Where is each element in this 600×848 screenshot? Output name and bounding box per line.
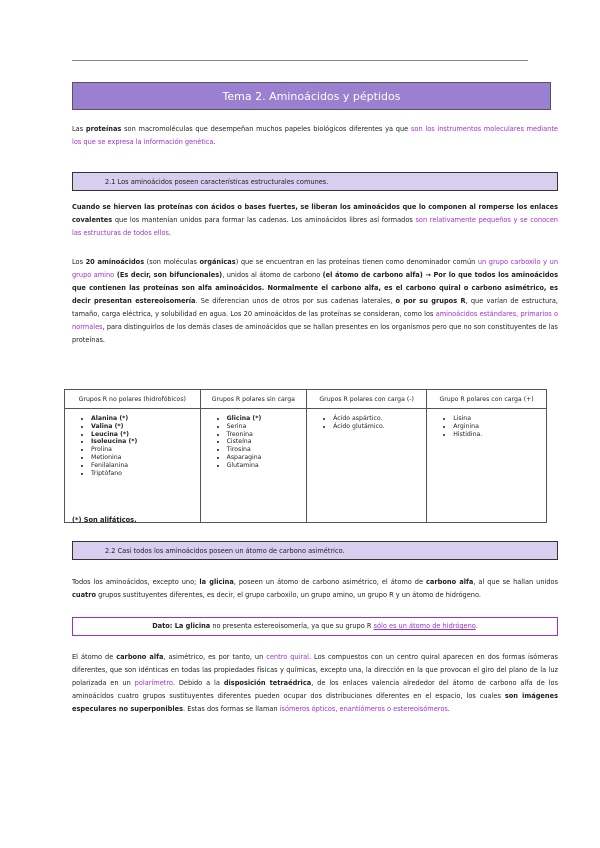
page-title: Tema 2. Aminoácidos y péptidos [72,82,551,110]
nonpolar-list [67,415,198,477]
list-item: • Treonina [227,431,305,439]
list-item: • Isoleucina (*) [91,438,198,446]
header-rule [72,60,528,61]
polar-positive-list [429,415,544,438]
list-item: • Tirosina [227,446,305,454]
list-item: • Arginina [453,423,544,431]
list-item: • Ácido aspártico. [333,415,424,423]
table-row [65,409,547,523]
list-item: • Fenilalanina [91,462,198,470]
list-item: • Glutamina [227,462,305,470]
polar-uncharged-cell [200,409,307,523]
list-item: • Ácido glutámico. [333,423,424,431]
list-item: • Triptófano [91,470,198,478]
footnote-aliphatic: (*) Son alifáticos. [72,516,137,524]
polar-positive-cell [427,409,547,523]
list-item: • Glicina (*) [227,415,305,423]
glycine-note-box: Dato: La glicina no presenta estereoisomería, ya que su grupo R sólo es un átomo de hidrógeno. [72,617,558,636]
intro-paragraph: Las proteínas son macromoléculas que desempeñan muchos papeles biológicos diferentes ya que son los instrumentos moleculares mediante los que se expresa la información genética. [72,125,558,146]
list-item: • Metionina [91,454,198,462]
polar-uncharged-list [203,415,305,470]
header-polar-negative: Grupos R polares con carga (-) [307,390,427,409]
section-heading-2-1: 2.1 Los aminoácidos poseen características estructurales comunes. [72,172,558,191]
header-polar-uncharged: Grupos R polares sin carga [200,390,307,409]
list-item: • Valina (*) [91,423,198,431]
list-item: • Prolina [91,446,198,454]
section1-paragraph-1: Cuando se hierven las proteínas con ácidos o bases fuertes, se liberan los aminoácidos que lo componen al romperse los enlaces covalentes que los mantenían unidos para formar las cadenas. Los aminoácidos libres así formados son relativamente pequeños y se conocen las estructuras de todos ellos. [72,203,558,237]
list-item: • Histidina. [453,431,544,439]
list-item: • Lisina [453,415,544,423]
list-item: • Leucina (*) [91,431,198,439]
list-item: • Alanina (*) [91,415,198,423]
amino-acid-groups-table [64,389,547,523]
list-item: • Cisteína [227,438,305,446]
section2-paragraph-1: Todos los aminoácidos, excepto uno; la glicina, poseen un átomo de carbono asimétrico, el átomo de carbono alfa, al que se hallan unidos cuatro grupos sustituyentes diferentes, es decir, el grupo carboxilo, un grupo amino, un grupo R y un átomo de hidrógeno. [72,578,559,599]
section-heading-2-2: 2.2 Casi todos los aminoácidos poseen un átomo de carbono asimétrico. [72,541,558,560]
table-header-row [65,390,547,409]
header-polar-positive: Grupo R polares con carga (+) [427,390,547,409]
section2-paragraph-2: El átomo de carbono alfa, asimétrico, es por tanto, un centro quiral. Los compuestos con un centro quiral aparecen en dos formas isómeras diferentes, que son idénticas en todas las propiedades físicas y químicas, excepto una, la dirección en la que provocan el giro del plano de la luz polarizada en un polarímetro. Debido a la disposición tetraédrica, de los enlaces valencia alrededor del átomo de carbono alfa de los aminoácidos cuatro grupos sustituyentes diferentes pueden ocupar dos distribuciones diferentes en el espacio, los cuales son imágenes especulares no superponibles. Estas dos formas se llaman isómeros ópticos, enantiómeros o estereoisómeros. [72,653,559,713]
header-nonpolar: Grupos R no polares (hidrofóbicos) [65,390,201,409]
polar-negative-cell [307,409,427,523]
section1-paragraph-2: Los 20 aminoácidos (son moléculas orgánicas) que se encuentran en las proteínas tienen como denominador común un grupo carboxilo y un grupo amino (Es decir, son bifuncionales), unidos al átomo de carbono (el átomo de carbono alfa) → Por lo que todos los aminoácidos que contienen las proteínas son alfa aminoácidos. Normalmente el carbono alfa, es el carbono quiral o carbono asimétrico, es decir presentan estereoisomería. Se diferencian unos de otros por sus cadenas laterales, o por su grupos R, que varían de estructura, tamaño, carga eléctrica, y solubilidad en agua. Los 20 aminoácidos de las proteínas se consideran, como los aminoácidos estándares, primarios o normales, para distinguirlos de los demás clases de aminoácidos que se hallan presentes en los organismos pero que no son constituyentes de las proteínas. [72,258,559,344]
list-item: • Asparagina [227,454,305,462]
list-item: • Serina [227,423,305,431]
nonpolar-cell [65,409,201,523]
polar-negative-list [309,415,424,431]
